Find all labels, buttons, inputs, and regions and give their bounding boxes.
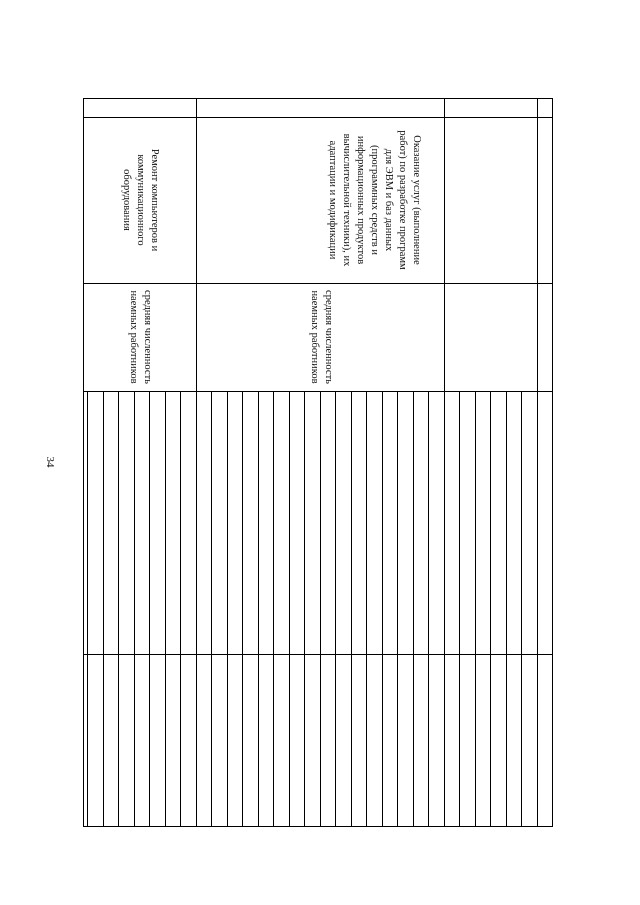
- column-header-4: [538, 391, 553, 654]
- row-divider: [103, 391, 104, 827]
- row-amount: [476, 654, 490, 827]
- row-amount: [228, 654, 242, 827]
- activity-code: [315, 98, 327, 117]
- row-amount: [445, 654, 459, 827]
- row-amount: [507, 654, 521, 827]
- row-count-label: [461, 391, 475, 654]
- indicator-label: средняя численность наемных работников: [309, 290, 334, 384]
- row-count-label: [306, 391, 320, 654]
- row-divider: [274, 391, 275, 827]
- row-amount: [197, 654, 211, 827]
- column-header-1: [538, 98, 553, 117]
- row-count-label: [492, 391, 506, 654]
- row-divider: [212, 391, 213, 827]
- row-count-label: [430, 391, 444, 654]
- row-count-label: [445, 391, 459, 654]
- row-count-label: [166, 391, 180, 654]
- row-divider: [506, 391, 507, 827]
- row-amount: [73, 654, 87, 827]
- row-count-label: [290, 391, 304, 654]
- row-divider: [320, 391, 321, 827]
- row-divider: [351, 391, 352, 827]
- row-count-label: [259, 391, 273, 654]
- activity-description: Оказание услуг (выполнение работ) по разработке программ для ЭВМ и баз данных (программных средств и информационных продуктов вычислительной техники), их адаптации и модификации: [327, 130, 422, 270]
- row-divider: [429, 391, 430, 827]
- row-divider: [475, 391, 476, 827]
- row-amount: [290, 654, 304, 827]
- row-divider: [382, 391, 383, 827]
- row-amount: [368, 654, 382, 827]
- column-divider: [83, 283, 553, 284]
- row-amount: [399, 654, 413, 827]
- group-divider: [444, 98, 445, 827]
- column-header-3: [538, 283, 553, 391]
- row-amount: [337, 654, 351, 827]
- row-amount: [321, 654, 335, 827]
- row-divider: [181, 391, 182, 827]
- row-count-label: [135, 391, 149, 654]
- row-divider: [227, 391, 228, 827]
- row-count-label: [368, 391, 382, 654]
- row-count-label: [321, 391, 335, 654]
- row-count-label: [151, 391, 165, 654]
- row-amount: [492, 654, 506, 827]
- row-amount: [182, 654, 196, 827]
- row-count-label: [104, 391, 118, 654]
- row-amount: [430, 654, 444, 827]
- row-count-label: [337, 391, 351, 654]
- row-count-label: [120, 391, 134, 654]
- row-amount: [414, 654, 428, 827]
- row-amount: [259, 654, 273, 827]
- row-amount: [104, 654, 118, 827]
- group-divider: [196, 98, 197, 827]
- row-count-label: [213, 391, 227, 654]
- row-divider: [119, 391, 120, 827]
- column-divider: [83, 117, 553, 118]
- row-divider: [305, 391, 306, 827]
- row-divider: [522, 391, 523, 827]
- row-divider: [367, 391, 368, 827]
- row-amount: [244, 654, 258, 827]
- row-count-label: [73, 391, 87, 654]
- row-amount: [151, 654, 165, 827]
- row-count-label: [507, 391, 521, 654]
- row-divider: [460, 391, 461, 827]
- row-amount: [135, 654, 149, 827]
- row-amount: [383, 654, 397, 827]
- row-count-label: [476, 391, 490, 654]
- row-count-label: [523, 391, 537, 654]
- row-count-label: [89, 391, 103, 654]
- row-divider: [398, 391, 399, 827]
- row-divider: [258, 391, 259, 827]
- row-count-label: [244, 391, 258, 654]
- row-divider: [289, 391, 290, 827]
- row-amount: [306, 654, 320, 827]
- row-count-label: [275, 391, 289, 654]
- row-count-label: [228, 391, 242, 654]
- row-amount: [166, 654, 180, 827]
- row-divider: [413, 391, 414, 827]
- row-amount: [213, 654, 227, 827]
- activity-code: [134, 98, 146, 117]
- row-count-label: [197, 391, 211, 654]
- row-divider: [165, 391, 166, 827]
- row-amount: [352, 654, 366, 827]
- column-header-2: [538, 117, 553, 283]
- row-divider: [150, 391, 151, 827]
- tariff-table: [83, 98, 553, 827]
- row-amount: [461, 654, 475, 827]
- row-amount: [523, 654, 537, 827]
- row-divider: [88, 391, 89, 827]
- row-amount: [275, 654, 289, 827]
- row-count-label: [414, 391, 428, 654]
- indicator-label: средняя численность наемных работников: [128, 290, 153, 384]
- column-header-5: [538, 654, 553, 827]
- row-count-label: [182, 391, 196, 654]
- row-divider: [243, 391, 244, 827]
- row-count-label: [383, 391, 397, 654]
- row-divider: [134, 391, 135, 827]
- activity-description: Ремонт компьютеров и коммуникационного оборудования: [121, 148, 160, 252]
- row-count-label: [352, 391, 366, 654]
- page-number: 34: [44, 456, 56, 468]
- row-count-label: [399, 391, 413, 654]
- row-amount: [120, 654, 134, 827]
- row-amount: [89, 654, 103, 827]
- row-divider: [336, 391, 337, 827]
- row-divider: [491, 391, 492, 827]
